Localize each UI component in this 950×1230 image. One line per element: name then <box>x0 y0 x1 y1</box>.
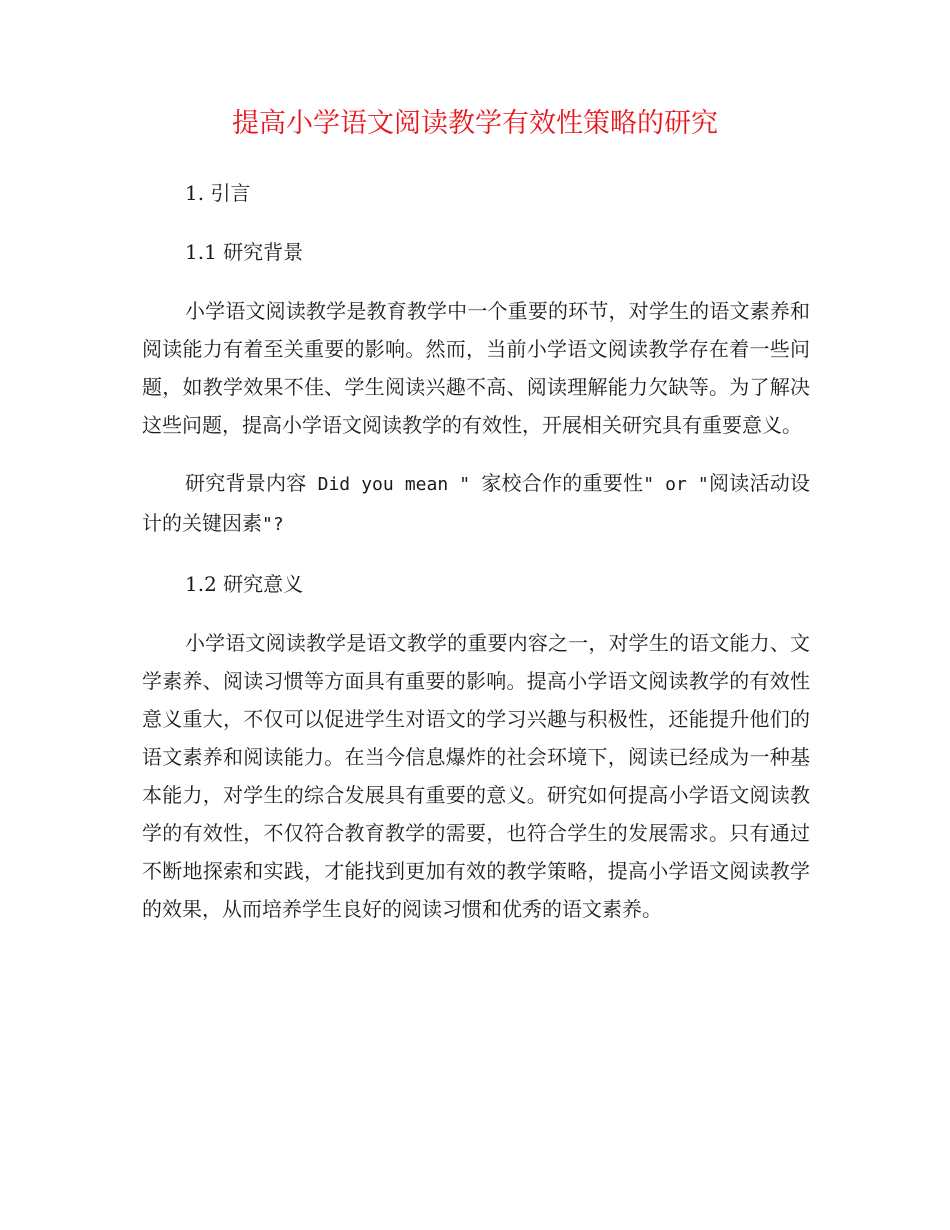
background-note-paragraph <box>142 464 810 544</box>
background-note-end: "? <box>262 514 284 535</box>
section-heading-intro: 1. 引言 <box>185 181 251 205</box>
background-paragraph: 小学语文阅读教学是教育教学中一个重要的环节，对学生的语文素养和阅读能力有着至关重要的影响。然而，当前小学语文阅读教学存在着一些问题，如教学效果不佳、学生阅读兴趣不高、阅读理解能力欠缺等。为了解决这些问题，提高小学语文阅读教学的有效性，开展相关研究具有重要意义。 <box>142 299 810 437</box>
background-note-option-2: 阅读活动设计的关键因素 <box>142 471 811 535</box>
background-note-prefix: 研究背景内容 <box>185 471 307 495</box>
background-note-mid: Did you mean " <box>306 474 482 495</box>
background-note-option-1: 家校合作的重要性 <box>481 471 644 495</box>
document-body <box>142 174 810 928</box>
section-heading-significance: 1.2 研究意义 <box>185 572 304 596</box>
significance-paragraph: 小学语文阅读教学是语文教学的重要内容之一，对学生的语文能力、文学素养、阅读习惯等方面具有重要的影响。提高小学语文阅读教学的有效性意义重大，不仅可以促进学生对语文的学习兴趣与积极性，还能提升他们的语文素养和阅读能力。在当今信息爆炸的社会环境下，阅读已经成为一种基本能力，对学生的综合发展具有重要的意义。研究如何提高小学语文阅读教学的有效性，不仅符合教育教学的需要，也符合学生的发展需求。只有通过不断地探索和实践，才能找到更加有效的教学策略，提高小学语文阅读教学的效果，从而培养学生良好的阅读习惯和优秀的语文素养。 <box>142 631 810 921</box>
section-heading-background: 1.1 研究背景 <box>185 240 304 264</box>
document-title: 提高小学语文阅读教学有效性策略的研究 <box>232 108 718 139</box>
background-note-or: " or " <box>643 474 709 495</box>
